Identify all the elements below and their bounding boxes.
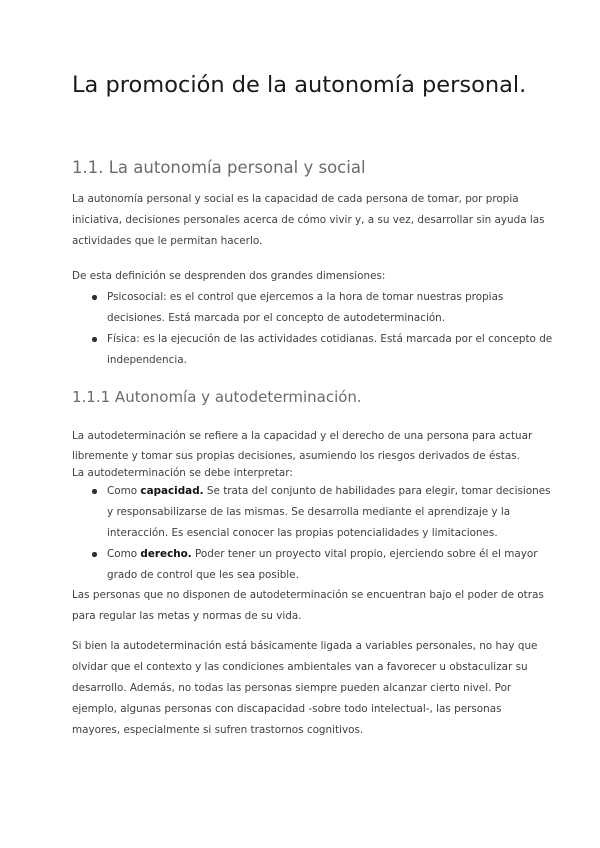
no-autodetermination-paragraph	[72, 585, 542, 627]
paragraph-line: De esta definición se desprenden dos grandes dimensiones:	[72, 270, 386, 282]
list-item-prefix: Como	[107, 548, 141, 560]
list-item-line: decisiones. Está marcada por el concepto de autodeterminación.	[107, 312, 446, 324]
list-item-line: interacción. Es esencial conocer las propias potencialidades y limitaciones.	[107, 527, 498, 539]
list-item-line	[107, 544, 542, 565]
page-title: La promoción de la autonomía personal.	[72, 72, 527, 98]
paragraph-line: mayores, especialmente si sufren trastornos cognitivos.	[72, 724, 364, 736]
list-item-line: independencia.	[107, 354, 187, 366]
list-item-psicosocial	[72, 287, 542, 329]
paragraph-line: desarrollo. Además, no todas las personas siempre pueden alcanzar cierto nivel. Por	[72, 682, 512, 694]
list-item-line: Psicosocial: es el control que ejercemos a la hora de tomar nuestras propias	[107, 291, 504, 303]
interpretation-list	[72, 481, 551, 586]
bullet-icon	[92, 337, 97, 342]
list-item-line: grado de control que les sea posible.	[107, 569, 299, 581]
dimensions-list	[72, 287, 553, 371]
section-heading-autodeterminacion: 1.1.1 Autonomía y autodeterminación.	[72, 388, 362, 406]
autodetermination-paragraph	[72, 426, 542, 481]
paragraph-line: olvidar que el contexto y las condiciones ambientales van a favorecer u obstaculizar su	[72, 661, 528, 673]
paragraph-line: actividades que le permitan hacerlo.	[72, 235, 263, 247]
list-item-text: Poder tener un proyecto vital propio, ejerciendo sobre él el mayor	[191, 548, 538, 560]
paragraph-line: La autodeterminación se refiere a la capacidad y el derecho de una persona para actuar	[72, 430, 533, 442]
list-item-text: Se trata del conjunto de habilidades para elegir, tomar decisiones	[203, 485, 551, 497]
bullet-icon	[92, 552, 97, 557]
bullet-icon	[92, 489, 97, 494]
paragraph-line: Si bien la autodeterminación está básicamente ligada a variables personales, no hay que	[72, 640, 538, 652]
paragraph-line: para regular las metas y normas de su vida.	[72, 610, 302, 622]
paragraph-line: libremente y tomar sus propias decisiones, asumiendo los riesgos derivados de éstas.	[72, 450, 520, 462]
list-item-line: Física: es la ejecución de las actividades cotidianas. Está marcada por el concepto de	[107, 333, 553, 345]
paragraph-line: La autonomía personal y social es la capacidad de cada persona de tomar, por propia	[72, 193, 519, 205]
keyword-derecho: derecho.	[140, 548, 192, 560]
list-item-derecho	[72, 544, 542, 586]
paragraph-line: ejemplo, algunas personas con discapacidad -sobre todo intelectual-, las personas	[72, 703, 502, 715]
context-paragraph	[72, 636, 542, 741]
paragraph-line: Las personas que no disponen de autodeterminación se encuentran bajo el poder de otras	[72, 589, 544, 601]
list-item-fisica	[72, 329, 553, 371]
dimensions-lead-paragraph	[72, 266, 542, 287]
list-item-capacidad	[72, 481, 551, 544]
keyword-capacidad: capacidad.	[140, 485, 204, 497]
paragraph-line: iniciativa, decisiones personales acerca de cómo vivir y, a su vez, desarrollar sin ayuda las	[72, 214, 545, 226]
paragraph-line: La autodeterminación se debe interpretar:	[72, 467, 293, 479]
section-heading-autonomia-personal-social: 1.1. La autonomía personal y social	[72, 158, 366, 177]
list-item-line	[107, 481, 551, 502]
list-item-line: y responsabilizarse de las mismas. Se desarrolla mediante el aprendizaje y la	[107, 506, 511, 518]
bullet-icon	[92, 295, 97, 300]
list-item-prefix: Como	[107, 485, 141, 497]
autonomy-definition-paragraph	[72, 189, 545, 252]
